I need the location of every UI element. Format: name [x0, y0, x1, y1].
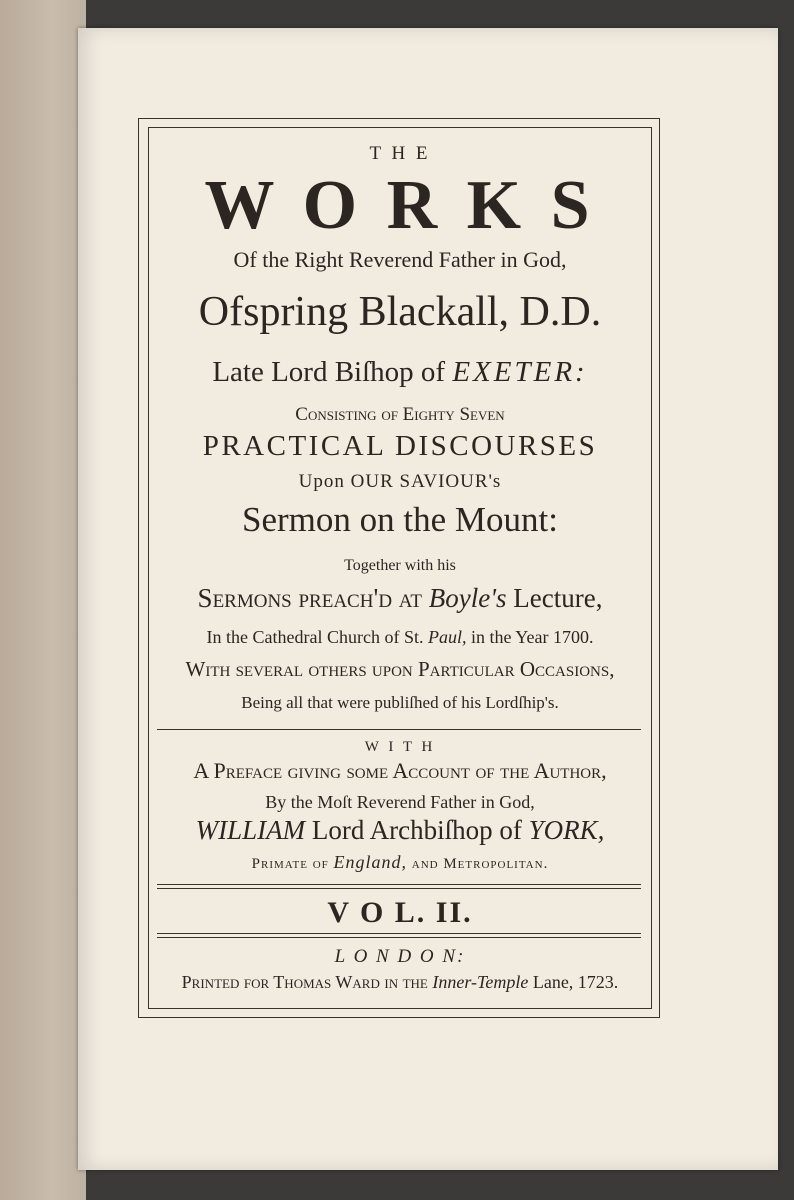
author-name: Ofspring Blackall, D.D. — [198, 289, 602, 335]
sermons-line — [148, 583, 652, 614]
several-line: With ſeveral others upon Particular Occasions, — [185, 657, 615, 681]
consisting-line: Conſiſting of Eighty Seven — [295, 404, 505, 425]
upon-line: Upon OUR SAVIOUR's — [298, 471, 502, 492]
bishop-prefix: Late Lord Biſhop of — [212, 356, 446, 388]
william-name: WILLIAM — [195, 815, 306, 845]
divider-3b — [157, 937, 641, 938]
preface-line: A Preface giving ſome Account of the Author, — [193, 758, 607, 783]
printed-prefix: Printed for Thomas Ward in the — [181, 972, 428, 992]
primate-line — [148, 852, 652, 873]
bishop-see: EXETER: — [452, 356, 588, 388]
sermon-mount-line: Sermon on the Mount: — [242, 500, 558, 539]
divider-2 — [157, 884, 641, 885]
inner-temple-name: Inner-Temple — [432, 972, 529, 992]
together-line: Together with his — [344, 557, 456, 574]
england-name: England, — [333, 852, 408, 872]
divider-3 — [157, 933, 641, 934]
title-works: W O R K S — [204, 167, 596, 244]
archbishop-title: Lord Archbiſhop of — [311, 815, 522, 845]
divider-1 — [157, 729, 641, 730]
lecture-word: Lecture, — [513, 583, 603, 613]
with-line: W I T H — [364, 739, 436, 755]
imprint-city: L O N D O N: — [334, 946, 466, 967]
discourses-line: PRACTICAL DISCOURSES — [202, 430, 598, 462]
facing-page — [0, 0, 86, 1200]
title-the: T H E — [369, 143, 431, 164]
volume-label: V O L. II. — [327, 896, 473, 929]
cathedral-line — [148, 627, 652, 648]
being-line: Being all that were publiſhed of his Lordſhip's. — [241, 693, 559, 712]
cathedral-suffix: in the Year 1700. — [470, 627, 594, 647]
title-line-reverend: Of the Right Reverend Father in God, — [233, 247, 567, 272]
paul-name: Paul, — [427, 627, 467, 647]
boyles-name: Boyle's — [428, 583, 507, 613]
by-line: By the Moſt Reverend Father in God, — [265, 792, 535, 812]
william-line — [148, 815, 652, 846]
cathedral-prefix: In the Cathedral Church of St. — [206, 627, 424, 647]
sermons-prefix: Sermons preach'd at — [197, 583, 423, 613]
printed-suffix: Lane, 1723. — [532, 972, 619, 992]
imprint-line — [148, 972, 652, 993]
divider-2b — [157, 888, 641, 889]
primate-prefix: Primate of — [251, 856, 329, 872]
bishop-line — [148, 356, 652, 389]
primate-suffix: and Metropolitan. — [411, 856, 549, 872]
york-name: YORK, — [528, 815, 605, 845]
